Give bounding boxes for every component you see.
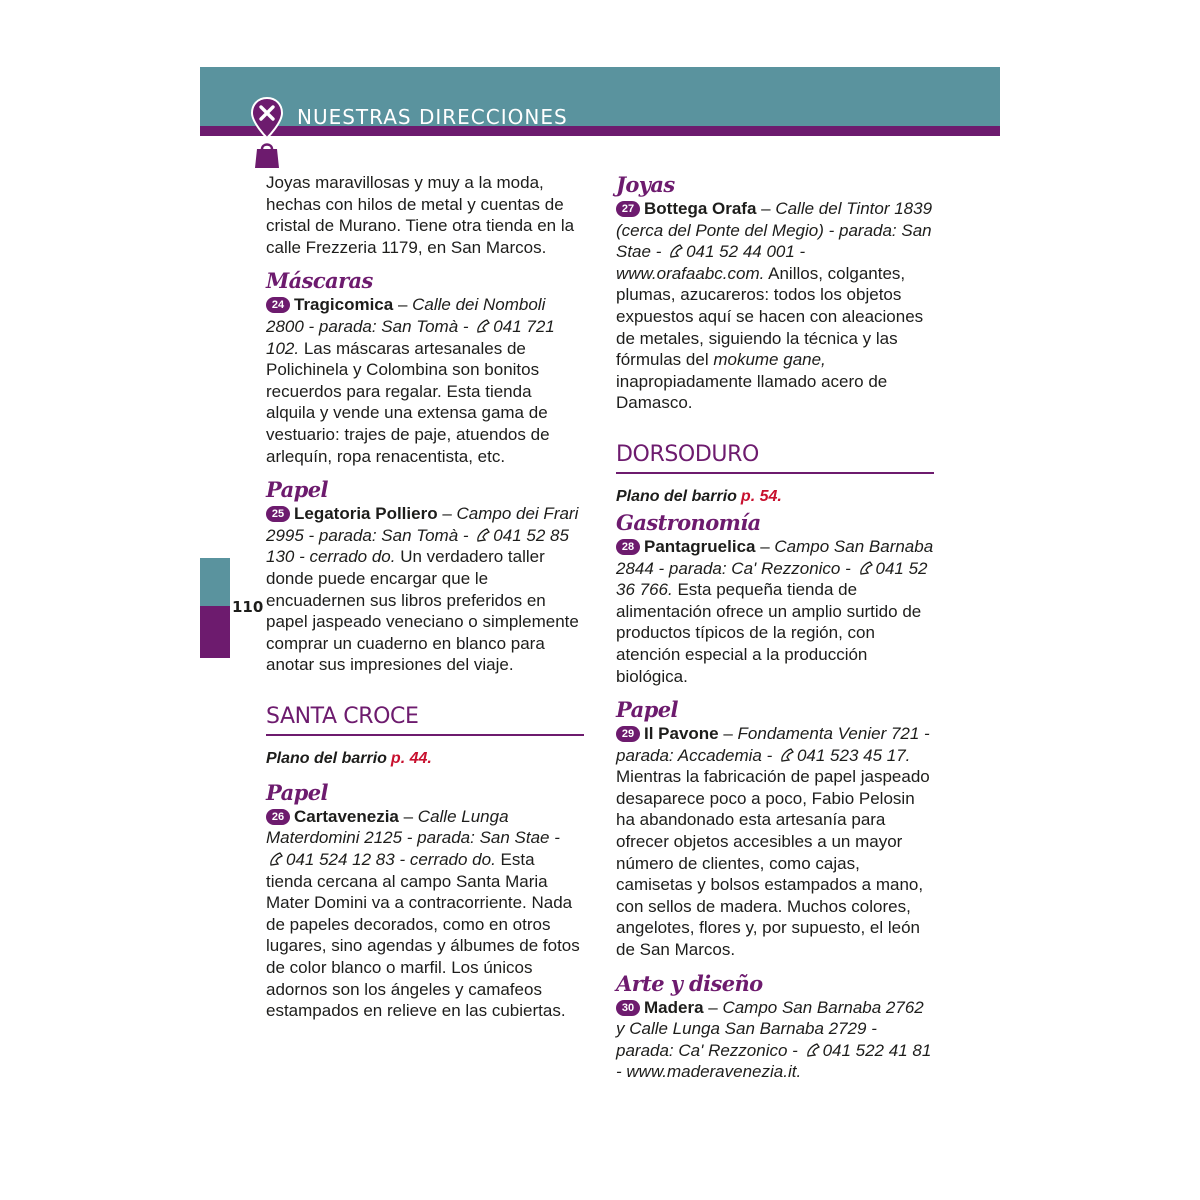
shop-address: Campo San Barnaba 2762 y Calle Lunga San Barnaba 2729 - parada: Ca' Rezzonico -	[616, 997, 924, 1060]
shop-name: Tragicomica	[294, 295, 394, 315]
listing-number-badge: 25	[266, 506, 290, 522]
phone-icon	[779, 748, 795, 762]
page-title: NUESTRAS DIRECCIONES	[297, 105, 568, 129]
shop-name: Pantagruelica	[644, 536, 756, 556]
shop-phone: 041 721 102.	[266, 316, 555, 358]
plano-reference: Plano del barrio p. 44.	[266, 749, 432, 767]
shop-name: Legatoria Polliero	[294, 504, 438, 524]
phone-icon	[268, 852, 284, 866]
phone-icon	[668, 244, 684, 258]
shop-name: Cartavenezia	[294, 806, 399, 826]
shop-address: Calle Lunga Materdomini 2125 - parada: San Stae -	[266, 806, 560, 848]
shop-description: Esta tienda cercana al campo Santa Maria Mater Domini va a contracorriente. Nada de papeles decorados, como en otros lugares, sino agendas y álbumes de fotos de color blanco o marfil. Los únicos adornos son los ángeles y camafeos estampados en relieve en las cubiertas.	[266, 850, 580, 1021]
listing-entry: 26 Cartavenezia – Calle Lunga Materdomini 2125 - parada: San Stae - 041 524 12 83 - cerrado do. Esta tienda cercana al campo Santa Maria Mater Domini va a contracorriente. Nada de papeles decorados, como en otros lugares, sino agendas y álbumes de fotos de color blanco o marfil. Los únicos adornos son los ángeles y camafeos estampados en relieve en las cubiertas.	[266, 806, 580, 1021]
shop-name: Bottega Orafa	[644, 199, 757, 218]
listing-number-badge: 28	[616, 539, 640, 555]
listing-entry: 27 Bottega Orafa – Calle del Tintor 1839 (cerca del Ponte del Megio) - parada: San Stae - 041 52 44 001 - www.orafaabc.com. Anillos, colgantes, plumas, azucareros: todos los objetos expuestos aquí se hacen con aleaciones de metales, siguiendo la técnica y las fórmulas del mokume gane, inapropiadamente llamado acero de Damasco.	[616, 199, 933, 413]
plano-page-link[interactable]: p. 44.	[390, 749, 432, 767]
intro-paragraph: Joyas maravillosas y muy a la moda, hechas con hilos de metal y cuentas de cristal de Murano. Tiene otra tienda en la calle Frezzeria 1179, en San Marcos.	[266, 173, 575, 257]
shop-name: Madera	[644, 997, 704, 1017]
page-number: 110	[232, 598, 264, 616]
category-heading: Joyas	[616, 172, 675, 197]
shop-description: Un verdadero taller donde puede encargar que le encuadernen sus libros preferidos en papel jaspeado veneciano o simplemente comprar un cuaderno en blanco para anotar sus impresiones del viaje.	[266, 547, 579, 675]
shop-description-end: inapropiadamente llamado acero de Damasco.	[616, 371, 888, 413]
phone-icon	[858, 561, 874, 575]
shop-address: Campo San Barnaba 2844 - parada: Ca' Rezzonico -	[616, 536, 934, 578]
shop-phone: 041 52 44 001 - www.orafaabc.com.	[616, 242, 806, 283]
listing-number-badge: 27	[616, 201, 640, 217]
left-column	[266, 172, 584, 1022]
plano-reference: Plano del barrio p. 54.	[616, 487, 782, 505]
shop-phone: 041 523 45 17.	[796, 745, 911, 765]
listing-entry: 24 Tragicomica – Calle dei Nomboli 2800 - parada: San Tomà - 041 721 102. Las máscaras artesanales de Polichinela y Colombina son bonitos recuerdos para regalar. Esta tienda alquila y vende una extensa gama de vestuario: trajes de paje, atuendos de arlequín, ropa renacentista, etc.	[266, 295, 555, 466]
plano-page-link[interactable]: p. 54.	[740, 487, 782, 505]
page-tab	[200, 558, 230, 658]
listing-entry: 30 Madera – Campo San Barnaba 2762 y Calle Lunga San Barnaba 2729 - parada: Ca' Rezzonico - 041 522 41 81 - www.maderavenezia.it.	[616, 997, 932, 1082]
listing-number-badge: 26	[266, 809, 290, 825]
phone-icon	[475, 319, 491, 333]
section-title: SANTA CROCE	[266, 703, 419, 729]
shop-address: Calle dei Nomboli 2800 - parada: San Tomà -	[266, 295, 546, 336]
listing-number-badge: 29	[616, 726, 640, 742]
right-column	[616, 172, 934, 1083]
listing-entry: 28 Pantagruelica – Campo San Barnaba 2844 - parada: Ca' Rezzonico - 041 52 36 766. Esta pequeña tienda de alimentación ofrece un amplio surtido de productos típicos de la región, con atención especial a la producción biológica.	[616, 536, 934, 686]
category-heading: Papel	[616, 697, 678, 723]
close-pin-icon	[250, 96, 284, 140]
shop-address: Fondamenta Venier 721 - parada: Accademia -	[616, 724, 930, 765]
section-title: DORSODURO	[616, 441, 759, 467]
phone-icon	[805, 1043, 821, 1057]
section-rule	[266, 734, 584, 736]
listing-entry: 29 Il Pavone – Fondamenta Venier 721 - parada: Accademia - 041 523 45 17. Mientras la fabricación de papel jaspeado desaparece poco a poco, Fabio Pelosin ha abandonado esta artesanía para ofrecer objetos accesibles a un mayor número de clientes, como cajas, camisetas y bolsos estampados a mano, con sellos de madera. Muchos colores, angelotes, flores y, por supuesto, el león de San Marcos.	[616, 724, 930, 960]
category-heading: Máscaras	[266, 268, 373, 294]
shop-phone: 041 522 41 81 - www.maderavenezia.it.	[616, 1040, 932, 1082]
listing-number-badge: 30	[616, 1000, 640, 1016]
shop-phone: 041 524 12 83 - cerrado do.	[286, 850, 496, 870]
shop-description-emphasis: mokume gane,	[713, 350, 826, 370]
shop-description: Mientras la fabricación de papel jaspeado desaparece poco a poco, Fabio Pelosin ha abandonado esta artesanía para ofrecer objetos accesibles a un mayor número de clientes, como cajas, camisetas y bolsos estampados a mano, con sellos de madera. Muchos colores, angelotes, flores y, por supuesto, el león de San Marcos.	[616, 767, 930, 960]
shop-phone: 041 52 36 766.	[616, 558, 928, 600]
category-heading: Arte y diseño	[616, 970, 763, 996]
shop-address: Campo dei Frari 2995 - parada: San Tomà -	[266, 504, 579, 545]
shop-description: Anillos, colgantes, plumas, azucareros: todos los objetos expuestos aquí se hacen con aleaciones de metales, siguiendo la técnica y las fórmulas del	[616, 263, 924, 370]
section-rule	[616, 472, 934, 474]
listing-entry: 25 Legatoria Polliero – Campo dei Frari 2995 - parada: San Tomà - 041 52 85 130 - cerrado do. Un verdadero taller donde puede encargar que le encuadernen sus libros preferidos en papel jaspeado veneciano o simplemente comprar un cuaderno en blanco para anotar sus impresiones del viaje.	[266, 504, 579, 675]
shop-description: Las máscaras artesanales de Polichinela y Colombina son bonitos recuerdos para regalar. Esta tienda alquila y vende una extensa gama de vestuario: trajes de paje, atuendos de arlequín, ropa renacentista, etc.	[266, 338, 550, 466]
category-heading: Gastronomía	[616, 509, 761, 535]
phone-icon	[475, 528, 491, 542]
shop-address: Calle del Tintor 1839 (cerca del Ponte del Megio) - parada: San Stae -	[616, 199, 933, 262]
category-heading: Papel	[266, 477, 328, 503]
category-heading: Papel	[266, 779, 328, 805]
shop-name: Il Pavone	[644, 724, 719, 744]
shop-phone: 041 52 85 130 - cerrado do.	[266, 525, 569, 567]
shopping-bag-icon	[254, 139, 280, 169]
listing-number-badge: 24	[266, 297, 290, 313]
shop-description: Esta pequeña tienda de alimentación ofrece un amplio surtido de productos típicos de la región, con atención especial a la producción biológica.	[616, 580, 922, 686]
